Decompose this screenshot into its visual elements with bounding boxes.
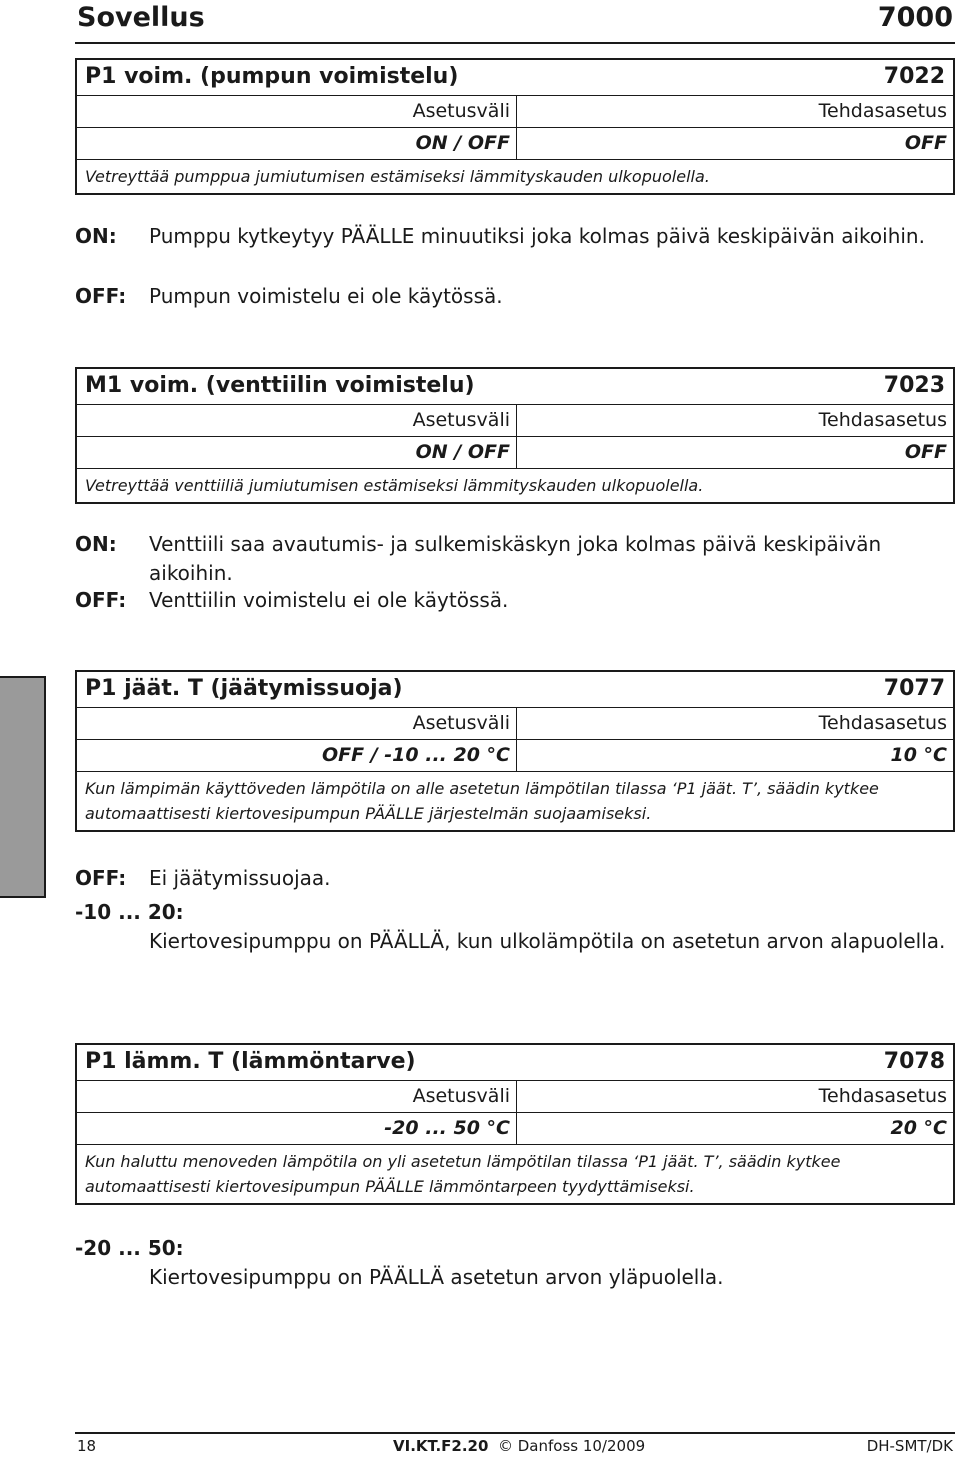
param-id: 7078 [883,1049,945,1074]
document-code: VI.KT.F2.20 [393,1437,489,1455]
definition-text: Venttiilin voimistelu ei ole käytössä. [149,588,509,612]
definition-item [75,1234,955,1292]
definition-item [75,222,955,251]
param-description: Vetreyttää pumppua jumiutumisen estämiseksi lämmityskauden ulkopuolella. [85,167,710,186]
range-value: OFF / -10 ... 20 °C [77,740,517,771]
definition-key: ON: [75,532,117,556]
default-header: Tehdasasetus [818,1085,947,1107]
param-name: P1 jäät. T (jäätymissuoja) [85,676,403,701]
param-description: Vetreyttää venttiiliä jumiutumisen estämiseksi lämmityskauden ulkopuolella. [85,476,704,495]
definition-item [75,530,955,588]
range-value: ON / OFF [77,437,517,468]
param-name: M1 voim. (venttiilin voimistelu) [85,373,475,398]
param-id: 7023 [883,373,945,398]
param-name: P1 voim. (pumpun voimistelu) [85,64,459,89]
param-id: 7022 [883,64,945,89]
definition-key: OFF: [75,284,127,308]
param-name: P1 lämm. T (lämmöntarve) [85,1049,416,1074]
definition-key: ON: [75,224,117,248]
param-table-7078 [75,1043,955,1205]
section-number: 7000 [877,2,953,33]
page-number: 18 [77,1437,97,1455]
default-header: Tehdasasetus [818,712,947,734]
section-header [75,0,955,44]
definition-item [75,282,955,311]
definition-text: Venttiili saa avautumis- ja sulkemiskäskyn joka kolmas päivä keskipäivän aikoihin. [149,532,882,585]
definition-text: Kiertovesipumppu on PÄÄLLÄ asetetun arvon yläpuolella. [149,1265,724,1289]
definition-text: Pumpun voimistelu ei ole käytössä. [149,284,503,308]
default-header: Tehdasasetus [818,100,947,122]
range-header: Asetusväli [77,405,517,436]
definition-text: Ei jäätymissuojaa. [149,866,331,890]
definition-text: Pumppu kytkeytyy PÄÄLLE minuutiksi joka kolmas päivä keskipäivän aikoihin. [149,224,925,248]
definition-item [75,898,955,956]
range-value: -20 ... 50 °C [77,1113,517,1144]
document-id: DH-SMT/DK [866,1437,953,1455]
param-description: Kun lämpimän käyttöveden lämpötila on alle asetetun lämpötilan tilassa ‘P1 jäät. T’, säädin kytkee automaattisesti kiertovesipumpun PÄÄLLE järjestelmän suojaamiseksi. [85,779,879,823]
definition-key: -10 ... 20: [75,900,184,924]
default-header: Tehdasasetus [818,409,947,431]
default-value: 20 °C [890,1117,947,1139]
definition-key: OFF: [75,866,127,890]
param-table-7022 [75,58,955,195]
param-table-7023 [75,367,955,504]
param-table-7077 [75,670,955,832]
definition-key: OFF: [75,588,127,612]
range-value: ON / OFF [77,128,517,159]
default-value: OFF [904,441,947,463]
copyright: © Danfoss 10/2009 [497,1437,646,1455]
param-id: 7077 [883,676,945,701]
section-tab-marker [0,676,46,898]
range-header: Asetusväli [77,96,517,127]
definition-text: Kiertovesipumppu on PÄÄLLÄ, kun ulkolämpötila on asetetun arvon alapuolella. [149,929,946,953]
definition-key: -20 ... 50: [75,1236,184,1260]
range-header: Asetusväli [77,1081,517,1112]
range-header: Asetusväli [77,708,517,739]
definition-item [75,864,955,893]
section-title: Sovellus [77,2,205,33]
default-value: 10 °C [890,744,947,766]
definition-item [75,586,955,615]
page-footer [75,1432,955,1457]
param-description: Kun haluttu menoveden lämpötila on yli asetetun lämpötilan tilassa ‘P1 jäät. T’, säädin kytkee automaattisesti kiertovesipumpun PÄÄLLE lämmöntarpeen tyydyttämiseksi. [85,1152,841,1196]
default-value: OFF [904,132,947,154]
